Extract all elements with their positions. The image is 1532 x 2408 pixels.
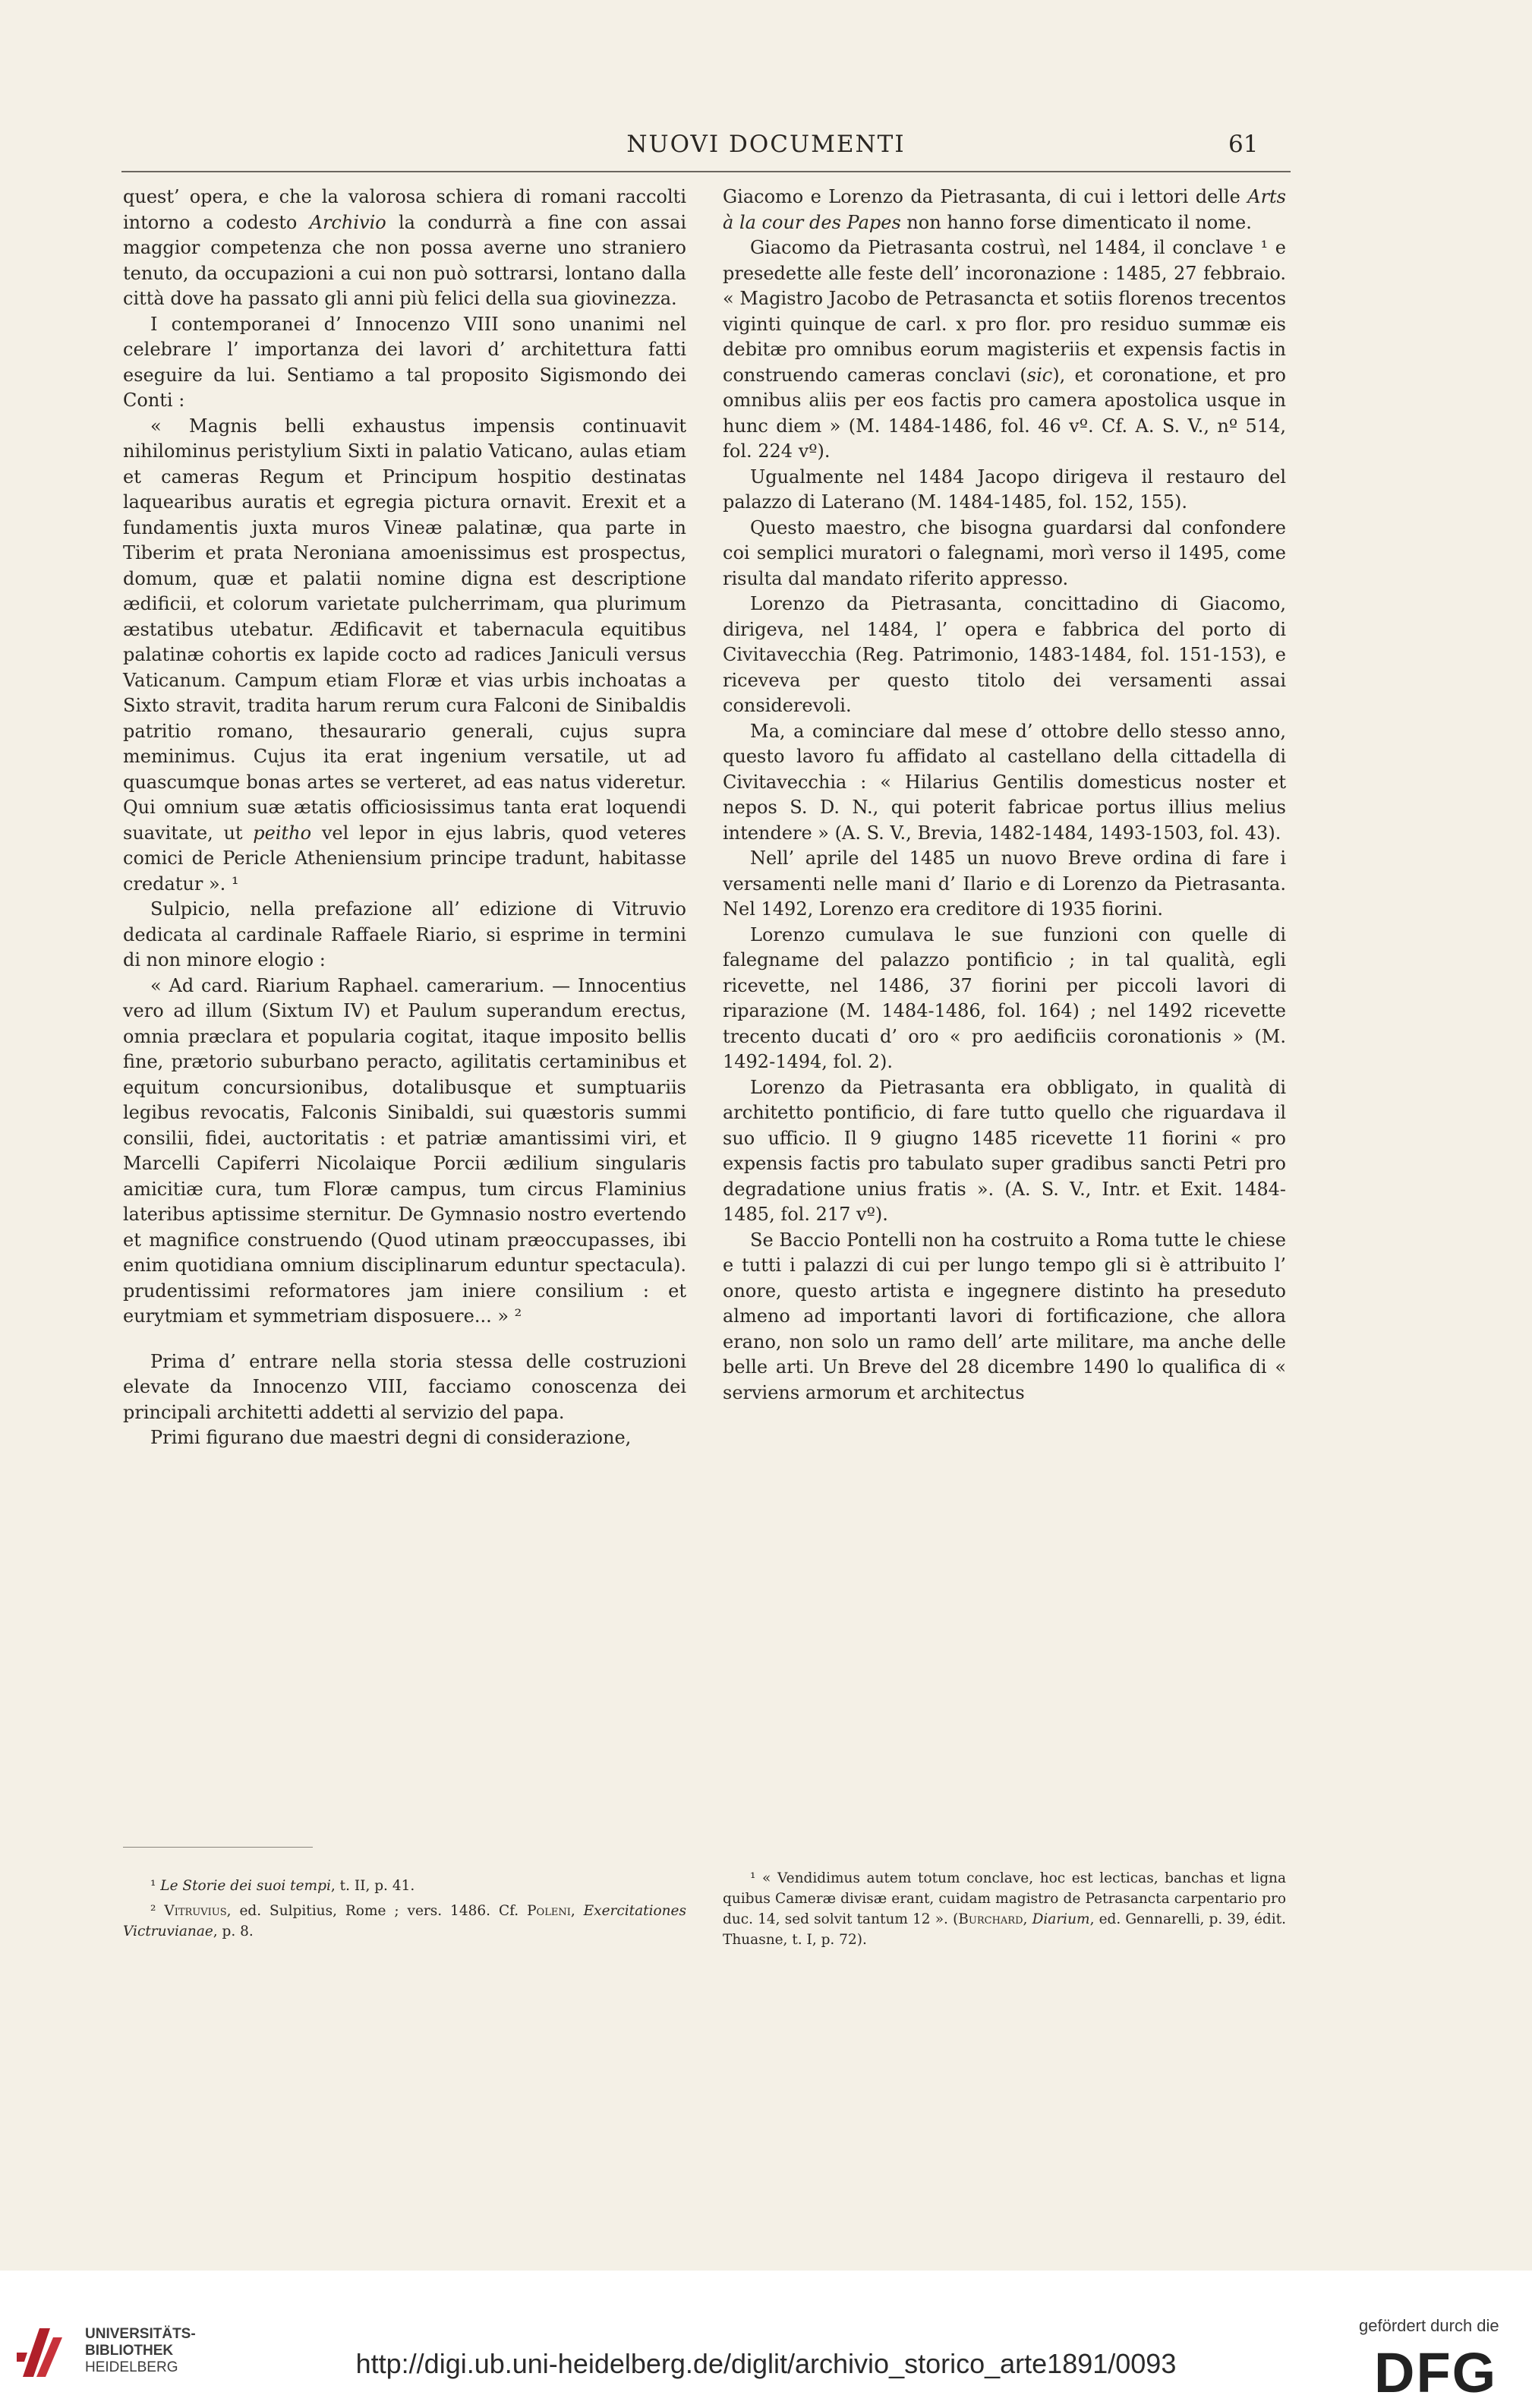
funded-by-label: gefördert durch die	[1359, 2316, 1499, 2335]
paragraph: Se Baccio Pontelli non ha costruito a Roma tutte le chiese e tutti i palazzi di cui per lungo tempo gli si è attribuito l’ onore, questo artista e ingegnere distinto ha preseduto almeno ad importanti lavori di fortificazione, che allora erano, non solo un ramo dell’ arte militare, ma anche delle belle arti. Un Breve del 28 dicembre 1490 lo qualifica di « serviens armorum et architectus	[723, 1229, 1286, 1403]
paragraph: quest’ opera, e che la valorosa schiera di romani raccolti intorno a codesto Archivio la condurrà a fine con assai maggior competenza che non possa averne uno straniero tenuto, da occupazioni a cui non può sottrarsi, lontano dalla città dove ha passato gli anni più felici della sua giovinezza.	[123, 186, 687, 309]
university-library-name: UNIVERSITÄTS- BIBLIOTHEK HEIDELBERG	[85, 2326, 196, 2375]
footnotes-right	[723, 1868, 1286, 1955]
footnotes-left	[123, 1876, 686, 1946]
paragraph: Nell’ aprile del 1485 un nuovo Breve ordina di fare i versamenti nelle mani d’ Ilario e di Lorenzo da Pietrasanta. Nel 1492, Lorenzo era creditore di 1935 fiorini.	[723, 847, 1286, 920]
footer-bar	[0, 2271, 1532, 2408]
quotation: « Ad card. Riarium Raphael. camerarium. — Innocentius vero ad illum (Sixtum IV) et Paulum superandum erectus, omnia præclara et popularia cogitat, itaque imposito bellis fine, prætorio suburbano peracto, agilitatis certaminibus et equitum concursionibus, dotalibusque et sumptuariis legibus revocatis, Falconis Sinibaldi, sui quæstoris summi consilii, fidei, auctoritatis : et patriæ amantissimi viri, et Marcelli Capiferri Nicolaique Porcii ædilium singularis amicitiæ cura, tum Floræ campus, tum circus Flaminius lateribus aptissime sternitur. De Gymnasio nostro evertendo et magnifice construendo (Quod utinam præoccupasses, ibi enim quotidiana omnium disciplinarum eduntur spectacula). prudentissimi reformatores jam iniere consilium : et eurytmiam et symmetriam disposuere... » ²	[123, 974, 686, 1327]
paragraph: Prima d’ entrare nella storia stessa delle costruzioni elevate da Innocenzo VIII, facciamo conoscenza dei principali architetti addetti al servizio del papa.	[123, 1350, 686, 1423]
paragraph: Lorenzo da Pietrasanta era obbligato, in qualità di architetto pontificio, di fare tutto quello che riguardava il suo ufficio. Il 9 giugno 1485 ricevette 11 fiorini « pro expensis factis pro tabulato super gradibus sancti Petri pro degradatione unius fratis ». (A. S. V., Intr. et Exit. 1484-1485, fol. 217 vº).	[723, 1076, 1286, 1225]
footnote-rule	[123, 1847, 313, 1848]
paragraph: Sulpicio, nella prefazione all’ edizione di Vitruvio dedicata al cardinale Raffaele Riario, si esprime in termini di non minore elogio :	[123, 898, 686, 970]
footnote: ¹ « Vendidimus autem totum conclave, hoc est lecticas, banchas et ligna quibus Cameræ divisæ erant, cuidam magistro de Petrasancta carpentario pro duc. 14, sed solvit tantum 12 ». (Burchard, Diarium, ed. Gennarelli, p. 39, édit. Thuasne, t. I, p. 72).	[723, 1870, 1287, 1948]
dfg-logo: DFG	[1374, 2341, 1498, 2404]
paragraph: I contemporanei d’ Innocenzo VIII sono unanimi nel celebrare l’ importanza dei lavori d’ architettura fatti eseguire da lui. Sentiamo a tal proposito Sigismondo dei Conti :	[123, 313, 686, 411]
paragraph: Primi figurano due maestri degni di considerazione,	[150, 1427, 632, 1448]
header-rule	[121, 171, 1291, 172]
quotation: « Magnis belli exhaustus impensis continuavit nihilominus peristylium Sixti in palatio Vaticano, aulas etiam et cameras Regum et Principum hospitio destinatas laquearibus auratis et egregia pictura ornavit. Erexit et a fundamentis juxta muros Vineæ palatinæ, qua parte in Tiberim et prata Neroniana amoenissimus est prospectus, domum, quæ et palatii nomine digna est descriptione ædificii, et colorum varietate pulcherrimam, qua plurimum æstatibus utebatur. Ædificavit et tabernacula equitibus palatinæ cohortis ex lapide cocto ad radices Janiculi versus Vaticanum. Campum etiam Floræ et vias urbis inchoatas a Sixto stravit, tradita harum rerum cura Falconi de Sinibaldis patritio romano, thesaurario generali, cujus supra meminimus. Cujus ita erat ingenium versatile, ut ad quascumque bonas artes se verteret, ad eas natus videretur. Qui omnium suæ ætatis officiosissimus tanta erat loquendi suavitate, ut peitho vel lepor in ejus labris, quod veteres comici de Pericle Atheniensium principe tradunt, habitasse credatur ». ¹	[123, 415, 686, 895]
paragraph: Ugualmente nel 1484 Jacopo dirigeva il restauro del palazzo di Laterano (M. 1484-1485, fol. 152, 155).	[723, 466, 1286, 513]
right-column	[723, 185, 1286, 1406]
left-column	[123, 185, 686, 1451]
running-head-title: NUOVI DOCUMENTI	[626, 131, 906, 158]
paragraph: Ma, a cominciare dal mese d’ ottobre dello stesso anno, questo lavoro fu affidato al castellano della cittadella di Civitavecchia : « Hilarius Gentilis domesticus noster et nepos S. D. N., qui poterit fabricae portus illius melius intendere » (A. S. V., Brevia, 1482-1484, 1493-1503, fol. 43).	[723, 720, 1286, 844]
footnote: ² Vitruvius, ed. Sulpitius, Rome ; vers. 1486. Cf. Poleni, Exercitationes Victruvianae, p. 8.	[123, 1903, 686, 1939]
paragraph: Questo maestro, che bisogna guardarsi dal confondere coi semplici muratori o falegnami, morì verso il 1495, come risulta dal mandato riferito appresso.	[723, 516, 1286, 589]
paragraph: Lorenzo da Pietrasanta, concittadino di Giacomo, dirigeva, nel 1484, l’ opera e fabbrica del porto di Civitavecchia (Reg. Patrimonio, 1483-1484, fol. 151-153), e riceveva per questo titolo dei versamenti assai considerevoli.	[723, 593, 1286, 716]
footnote: ¹ Le Storie dei suoi tempi, t. II, p. 41.	[150, 1878, 415, 1894]
paragraph: Giacomo da Pietrasanta costruì, nel 1484, il conclave ¹ e presedette alle feste dell’ incoronazione : 1485, 27 febbraio. « Magistro Jacobo de Petrasancta et sotiis florenos trecentos viginti quinque de carl. x pro flor. pro residuo summæ eis debitæ pro omnibus eorum magisteriis et expensis factis in construendo cameras conclavi (sic), et coronatione, et pro omnibus aliis per eos factis pro camera apostolica usque in hunc diem » (M. 1484-1486, fol. 46 vº. Cf. A. S. V., nº 514, fol. 224 vº).	[723, 237, 1287, 462]
paragraph: Lorenzo cumulava le sue funzioni con quelle di falegname del palazzo pontificio ; in tal qualità, egli ricevette, nel 1486, 37 fiorini per piccoli lavori di riparazione (M. 1484-1486, fol. 164) ; nel 1492 ricevette trecento ducati d’ oro « pro aedificiis coronationis » (M. 1492-1494, fol. 2).	[723, 923, 1286, 1072]
page-number: 61	[1228, 131, 1259, 158]
source-url-link[interactable]: http://digi.ub.uni-heidelberg.de/diglit/archivio_storico_arte1891/0093	[355, 2348, 1177, 2379]
paragraph: Giacomo e Lorenzo da Pietrasanta, di cui i lettori delle Arts à la cour des Papes non hanno forse dimenticato il nome.	[723, 186, 1286, 233]
